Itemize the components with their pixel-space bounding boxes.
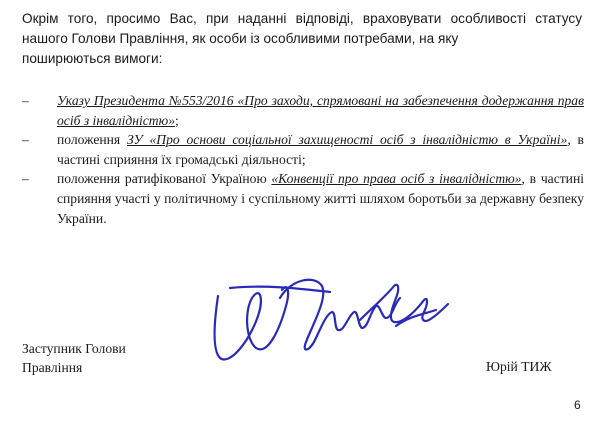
bullet-dash: – <box>22 93 29 108</box>
list-item <box>22 91 584 130</box>
signature-strokes <box>215 280 449 360</box>
signatory-title-line1: Заступник Голови <box>22 341 126 356</box>
item-suffix: ; <box>175 112 179 128</box>
requirements-list <box>22 91 584 228</box>
intro-paragraph <box>22 9 582 69</box>
item-prefix: положення <box>57 132 127 148</box>
signatory-name: Юрій ТИЖ <box>486 359 552 374</box>
item-suffix: , в частині сприяння участі у політичному і суспільному житті шляхом боротьби за державну безпеку України. <box>57 171 584 226</box>
list-item <box>22 130 584 169</box>
item-prefix: положення ратифікованої Україною <box>57 171 272 187</box>
page-number: 6 <box>574 398 581 412</box>
signatory-title <box>22 339 126 377</box>
intro-text: Окрім того, просимо Вас, при наданні відповіді, враховувати особливості статусу нашого Голови Правління, як особи із особливими потребами, на яку <box>22 11 582 46</box>
bullet-dash: – <box>22 132 29 148</box>
legal-reference-link[interactable]: «Конвенції про права осіб з інвалідністю» <box>271 171 522 187</box>
item-suffix: , в частині сприяння їх громадські діяльності; <box>57 132 584 167</box>
handwritten-signature <box>210 268 450 373</box>
list-item <box>22 169 584 228</box>
legal-reference-link[interactable]: Указу Президента №553/2016 «Про заходи, спрямовані на забезпечення додержання прав осіб з інвалідністю» <box>57 93 584 128</box>
intro-last-line: поширюються вимоги: <box>22 51 163 66</box>
signatory-title-line2: Правління <box>22 360 83 375</box>
legal-reference-link[interactable]: ЗУ «Про основи соціальної захищеності осіб з інвалідністю в Україні» <box>126 132 568 148</box>
bullet-dash: – <box>22 171 29 187</box>
